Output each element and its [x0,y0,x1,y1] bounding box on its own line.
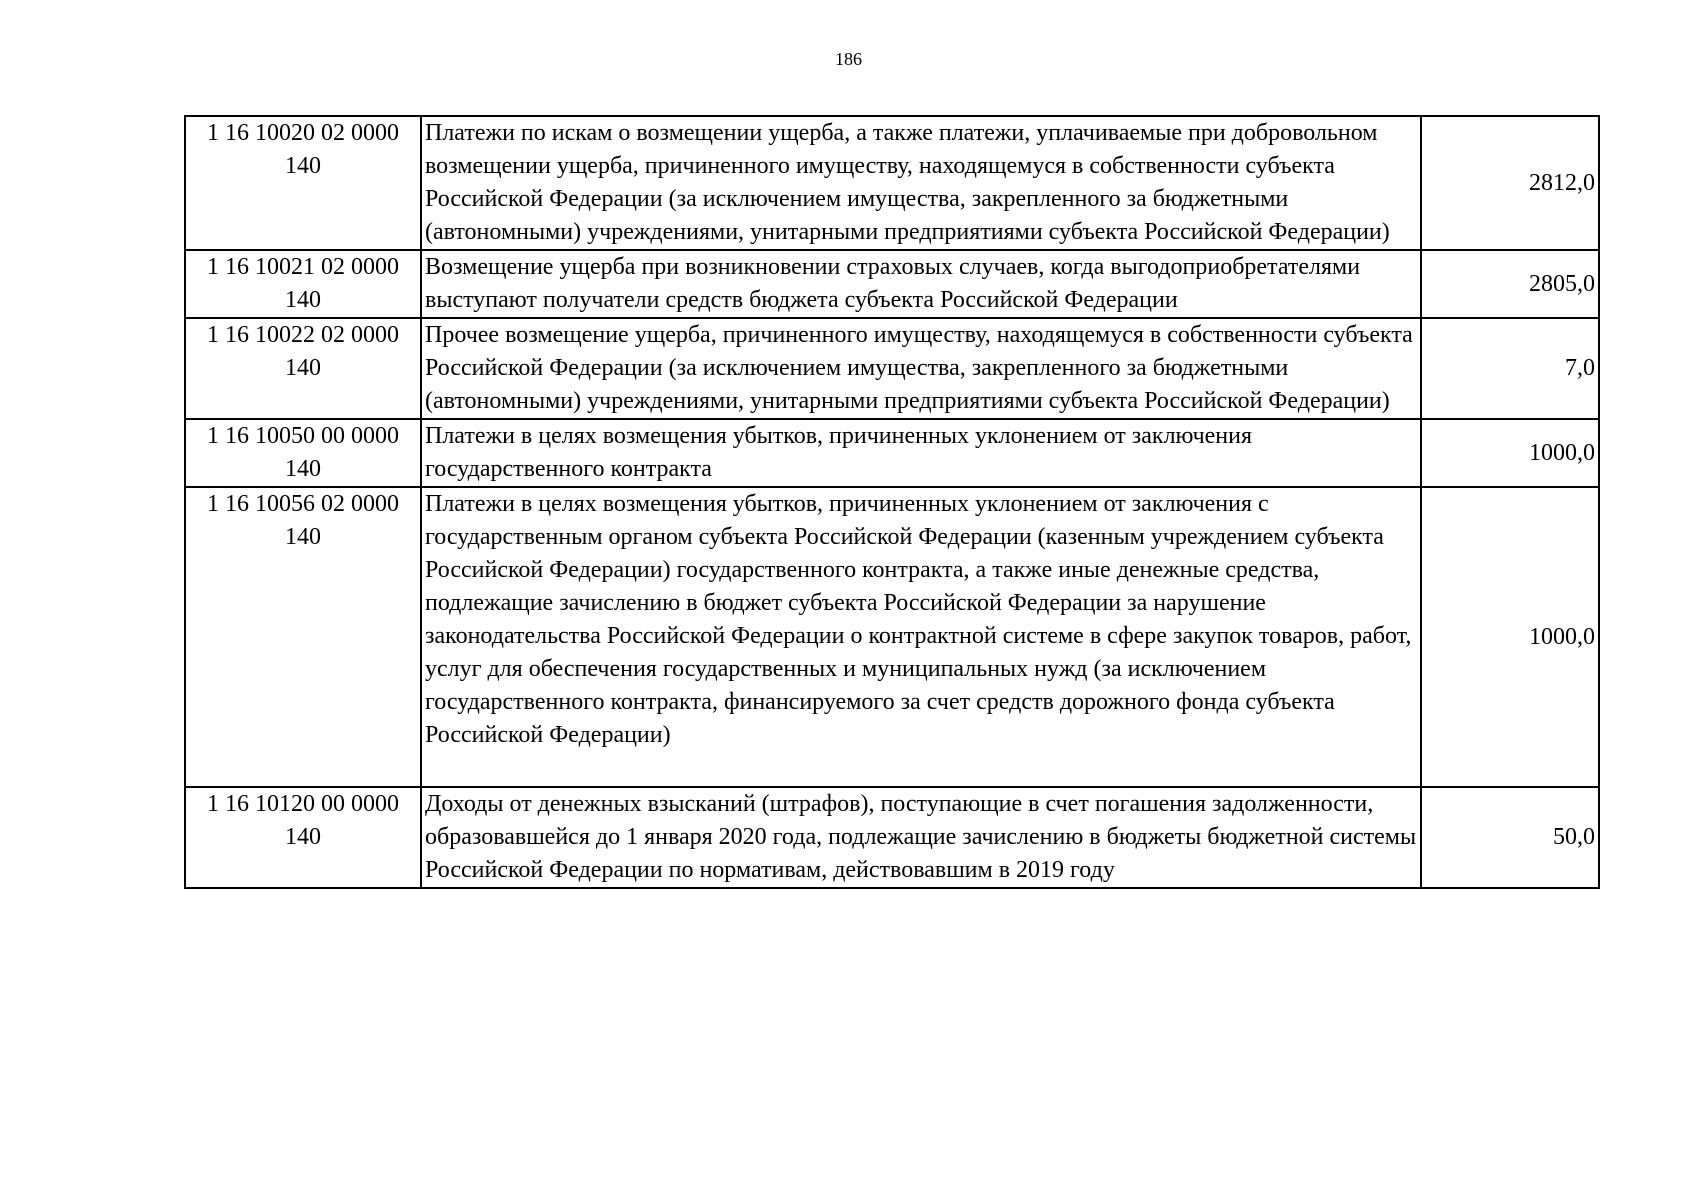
revenue-code-cell [185,318,421,419]
table-row [185,116,1599,250]
revenue-value-cell: 7,0 [1421,318,1599,419]
revenue-code-cell [185,787,421,888]
revenue-code-line1: 1 16 10050 00 0000 [207,423,399,449]
revenue-code-line1: 1 16 10022 02 0000 [207,322,399,348]
revenue-code-cell [185,250,421,318]
revenue-code-line2: 140 [285,287,321,313]
revenue-value-cell: 1000,0 [1421,419,1599,487]
revenue-value-cell: 2805,0 [1421,250,1599,318]
revenue-code-cell [185,419,421,487]
revenue-code-line1: 1 16 10021 02 0000 [207,254,399,280]
revenue-description-cell: Платежи в целях возмещения убытков, причиненных уклонением от заключения государственного контракта [421,419,1421,487]
table-row [185,419,1599,487]
revenue-description-cell: Платежи по искам о возмещении ущерба, а также платежи, уплачиваемые при добровольном возмещении ущерба, причиненного имуществу, находящемуся в собственности субъекта Российской Федерации (за исключением имущества, закрепленного за бюджетными (автономными) учреждениями, унитарными предприятиями субъекта Российской Федерации) [421,116,1421,250]
revenue-value-cell: 2812,0 [1421,116,1599,250]
revenue-value-cell: 1000,0 [1421,487,1599,787]
revenue-code-line2: 140 [285,355,321,381]
table-row [185,787,1599,888]
revenue-code-cell [185,116,421,250]
revenue-description-cell: Возмещение ущерба при возникновении страховых случаев, когда выгодоприобретателями выступают получатели средств бюджета субъекта Российской Федерации [421,250,1421,318]
revenue-code-line2: 140 [285,456,321,482]
table-row [185,487,1599,787]
revenue-description-cell: Доходы от денежных взысканий (штрафов), поступающие в счет погашения задолженности, образовавшейся до 1 января 2020 года, подлежащие зачислению в бюджеты бюджетной системы Российской Федерации по нормативам, действовавшим в 2019 году [421,787,1421,888]
page-number: 186 [835,49,862,69]
revenue-code-line1: 1 16 10020 02 0000 [207,120,399,146]
revenue-code-line2: 140 [285,153,321,179]
table-row [185,250,1599,318]
budget-revenue-table [184,115,1600,889]
revenue-code-line1: 1 16 10056 02 0000 [207,491,399,517]
revenue-code-line2: 140 [285,524,321,550]
revenue-description-cell: Прочее возмещение ущерба, причиненного имуществу, находящемуся в собственности субъекта Российской Федерации (за исключением имущества, закрепленного за бюджетными (автономными) учреждениями, унитарными предприятиями субъекта Российской Федерации) [421,318,1421,419]
revenue-value-cell: 50,0 [1421,787,1599,888]
revenue-code-line2: 140 [285,824,321,850]
revenue-code-cell [185,487,421,787]
revenue-description-cell: Платежи в целях возмещения убытков, причиненных уклонением от заключения с государственным органом субъекта Российской Федерации (казенным учреждением субъекта Российской Федерации) государственного контракта, а также иные денежные средства, подлежащие зачислению в бюджет субъекта Российской Федерации за нарушение законодательства Российской Федерации о контрактной системе в сфере закупок товаров, работ, услуг для обеспечения государственных и муниципальных нужд (за исключением государственного контракта, финансируемого за счет средств дорожного фонда субъекта Российской Федерации) [421,487,1421,787]
revenue-code-line1: 1 16 10120 00 0000 [207,791,399,817]
table-row [185,318,1599,419]
